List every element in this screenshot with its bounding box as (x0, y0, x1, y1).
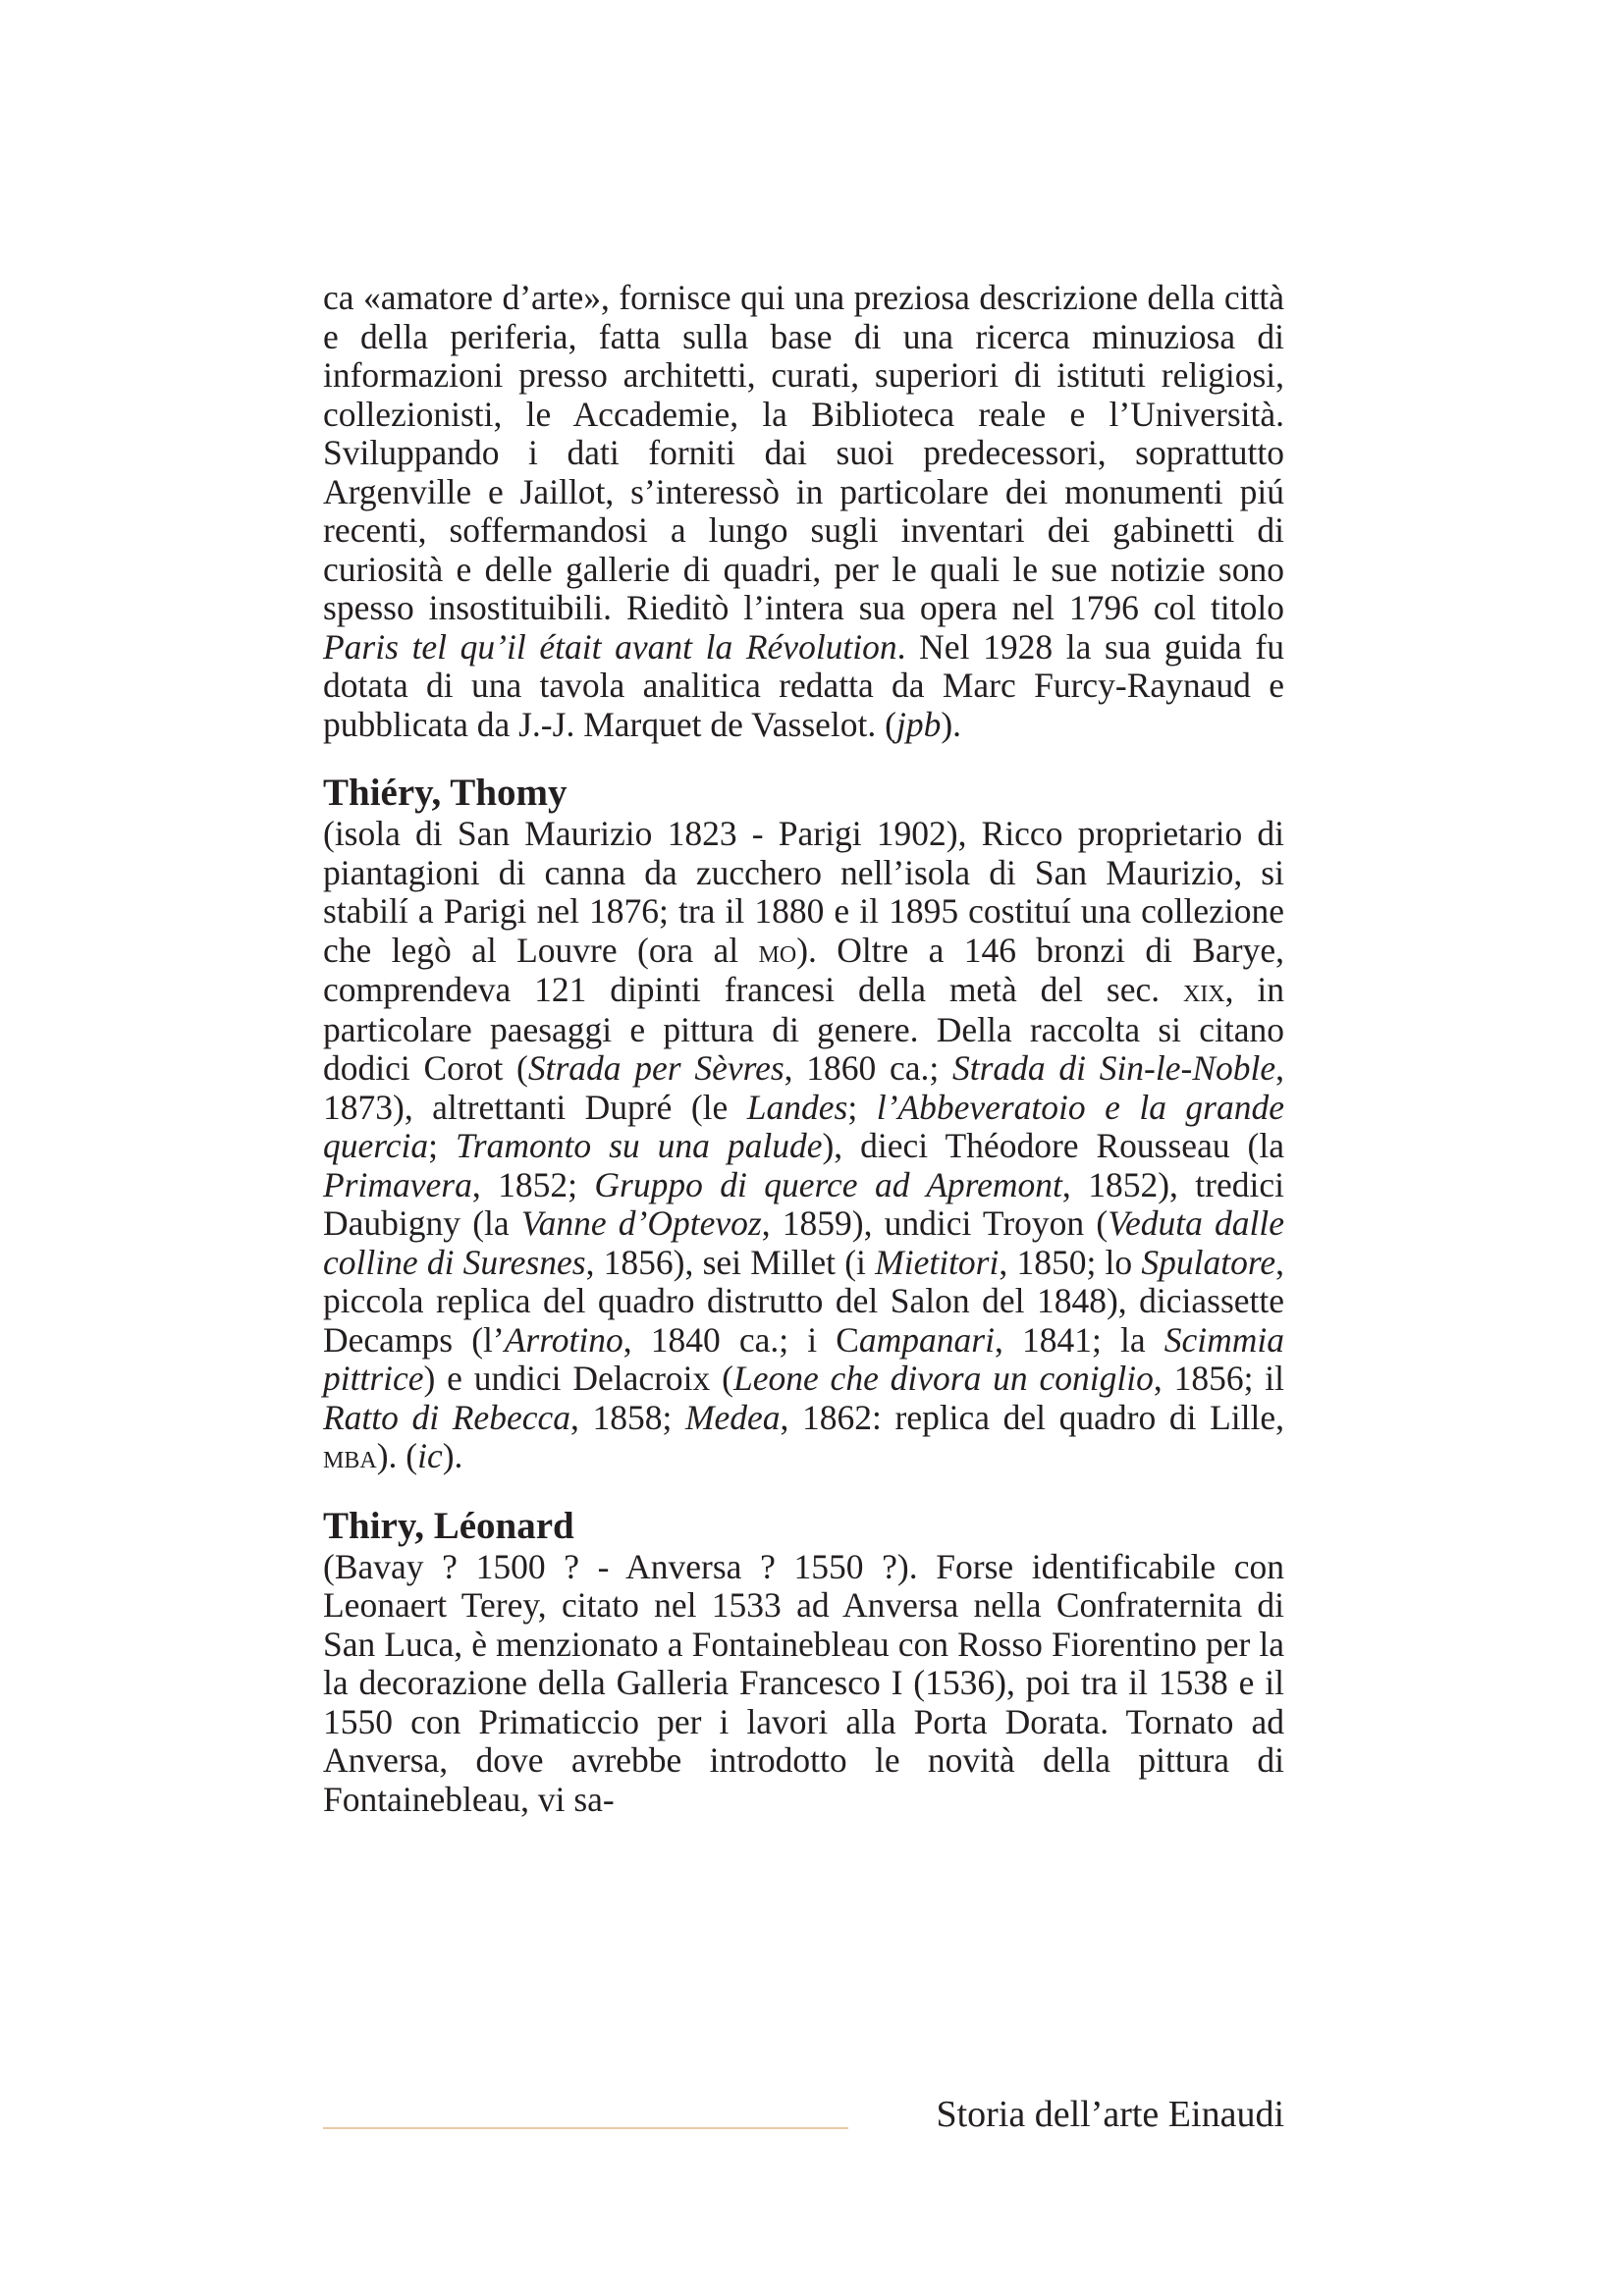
entry-0-segment: ca «amatore d’arte», fornisce qui una preziosa descrizione della città e della periferia, fatta sulla base di una ricerca minuziosa di informazioni presso architetti, curati, superiori di istituti religiosi, collezionisti, le Accademie, la Biblioteca reale e l’Università. Sviluppando i dati forniti dai suoi predecessori, soprattutto Argenville e Jaillot, s’interessò in particolare dei monumenti piú recenti, soffermandosi a lungo sugli inventari dei gabinetti di curiosità e delle gallerie di quadri, per le quali le sue notizie sono spesso insostituibili. Rieditò l’intera sua opera nel 1796 col titolo (323, 278, 1284, 627)
entry-1-segment: Vanne d’Optevoz (520, 1203, 762, 1243)
entry-1-segment: , 1852; (471, 1164, 595, 1204)
entry-0-segment: jpb (895, 704, 942, 744)
entry-2-title: Thiry, Léonard (323, 1504, 574, 1547)
entry-1-segment: , 1841; la (995, 1319, 1164, 1360)
entry-1-segment: , 1856), sei Millet (i (585, 1242, 876, 1282)
entry-0-segment: ). (941, 704, 962, 744)
entry-1-segment: , 1840 ca.; i C (622, 1319, 859, 1360)
entry-1-segment: ampanari (858, 1319, 995, 1360)
entry-1-segment: , 1860 ca.; (784, 1048, 952, 1088)
entry-1-segment: ). Oltre a 146 bronzi di Barye, comprendeva 121 dipinti francesi della metà del sec. (323, 930, 1284, 1009)
entry-1-title: Thiéry, Thomy (323, 772, 568, 814)
entry-1-segment: Spulatore (1141, 1242, 1276, 1282)
entry-1-segment: Strada di Sin-le-Noble (951, 1048, 1276, 1088)
entry-1-segment: xix (1182, 973, 1225, 1009)
entry-1-body (323, 815, 1284, 1477)
entry-1-segment: , 1852), tredici Daubigny (la (323, 1164, 1284, 1243)
text-column (323, 279, 1284, 1819)
entry-1-segment: ic (417, 1436, 443, 1475)
entry-1-segment: Arrotino (504, 1319, 623, 1360)
entry-1-segment: , in particolare paesaggi e pittura di genere. Della raccolta si citano dodici Corot ( (323, 970, 1284, 1088)
entry-1-segment: Leone che divora un coniglio (732, 1359, 1154, 1398)
entry-1-segment: Landes (746, 1087, 848, 1127)
entry-1-segment: , 1859), undici Troyon ( (761, 1203, 1109, 1243)
entry-1-segment: (isola di San Maurizio 1823 - Parigi 1902), Ricco proprietario di piantagioni di canna da zucchero nell’isola di San Maurizio, si stabilí a Parigi nel 1876; tra il 1880 e il 1895 costituí una collezione che legò al Louvre (ora al (323, 814, 1284, 970)
entry-1-segment: , 1862: replica del quadro di Lille, (780, 1397, 1284, 1437)
entry-1-segment: Primavera (323, 1164, 472, 1204)
entry-1-segment: , 1856; il (1153, 1359, 1284, 1398)
entry-1-segment: ; (428, 1126, 456, 1165)
entry-1-segment: , 1850; lo (999, 1242, 1142, 1282)
entry-1-segment: ; (847, 1087, 877, 1127)
entry-1-segment: , piccola replica del quadro distrutto del Salon del 1848), diciassette Decamps (l’ (323, 1242, 1285, 1360)
entry-1-segment: mo (758, 933, 797, 970)
entry-1-segment: Scimmia pittrice (323, 1319, 1285, 1398)
entry-1-segment: Gruppo di querce ad Apremont (594, 1164, 1062, 1204)
entry-1-segment: ). ( (376, 1436, 418, 1475)
entry-0-segment: Paris tel qu’il était avant la Révolution (323, 626, 897, 667)
entry-1-segment: , 1873), altrettanti Dupré (le (323, 1048, 1284, 1127)
entry-2-body (323, 1548, 1284, 1820)
entry-1-segment: ) e undici Delacroix ( (423, 1359, 733, 1398)
entry-1-segment: Medea (684, 1397, 781, 1437)
entry-1-segment: , 1858; (569, 1397, 685, 1437)
entry-1-segment: Tramonto su una palude (455, 1126, 823, 1165)
footer-publisher: Storia dell’arte Einaudi (936, 2094, 1284, 2135)
entry-0-segment: . Nel 1928 la sua guida fu dotata di una tavola analitica redatta da Marc Furcy-Raynaud e pubblicata da J.-J. Marquet de Vasselot. ( (323, 626, 1284, 744)
entry-1-segment: Veduta dalle colline di Suresnes (323, 1203, 1284, 1282)
entry-1-segment: ), dieci Théodore Rousseau (la (822, 1126, 1284, 1165)
entry-1-segment: Ratto di Rebecca (323, 1397, 570, 1437)
entry-1-segment: Mietitori (875, 1242, 1000, 1282)
footer-rule (323, 2127, 848, 2129)
entry-2-segment: (Bavay ? 1500 ? - Anversa ? 1550 ?). Forse identificabile con Leonaert Terey, citato nel 1533 ad Anversa nella Confraternita di San Luca, è menzionato a Fontainebleau con Rosso Fiorentino per la la decorazione della Galleria Francesco I (1536), poi tra il 1538 e il 1550 con Primaticcio per i lavori alla Porta Dorata. Tornato ad Anversa, dove avrebbe introdotto le novità della pittura di Fontainebleau, vi sa- (323, 1546, 1284, 1819)
entry-0-body (323, 279, 1284, 744)
entry-1-segment: l’Abbeveratoio e la grande quercia (323, 1087, 1284, 1165)
entry-1-segment: Strada per Sèvres (527, 1048, 784, 1088)
entry-1-segment: mba (323, 1439, 377, 1475)
entry-1-segment: ). (442, 1436, 463, 1475)
page-footer (323, 2093, 1284, 2142)
